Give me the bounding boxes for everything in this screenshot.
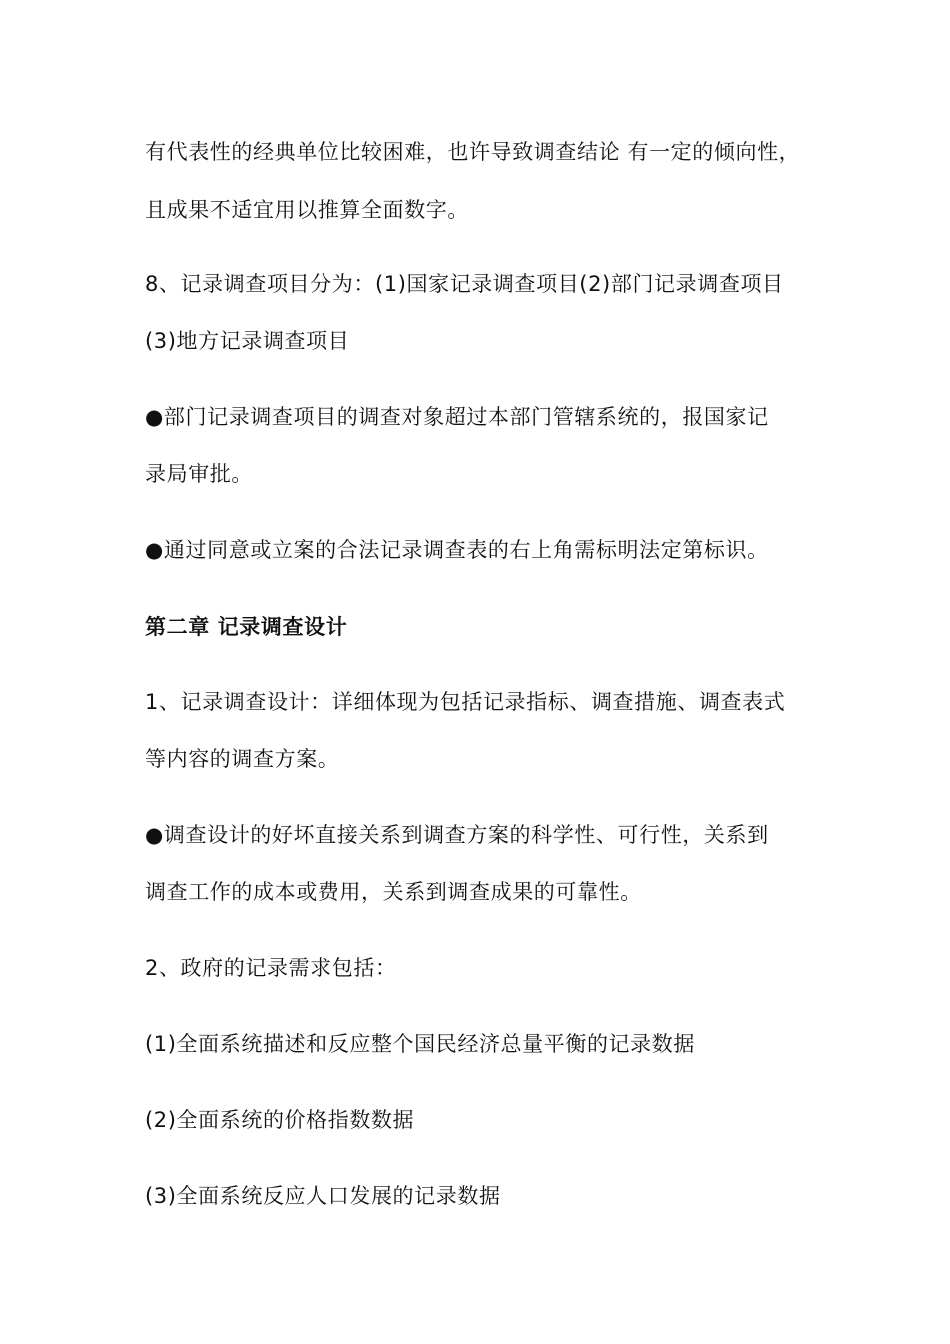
list-item-line: (2)全面系统的价格指数数据 bbox=[145, 1108, 415, 1132]
paragraph-line: 有代表性的经典单位比较困难，也许导致调查结论 有一定的倾向性， bbox=[145, 140, 801, 164]
list-item-line: 等内容的调查方案。 bbox=[145, 747, 340, 771]
bullet-line: ●调查设计的好坏直接关系到调查方案的科学性、可行性，关系到 bbox=[145, 823, 769, 847]
bullet-line: ●通过同意或立案的合法记录调查表的右上角需标明法定第标识。 bbox=[145, 538, 769, 562]
bullet-line: ●部门记录调查项目的调查对象超过本部门管辖系统的，报国家记 bbox=[145, 405, 769, 429]
list-item-line: 1、记录调查设计：详细体现为包括记录指标、调查措施、调查表式 bbox=[145, 690, 786, 714]
list-item-line: (3)地方记录调查项目 bbox=[145, 329, 350, 353]
list-item-line: (3)全面系统反应人口发展的记录数据 bbox=[145, 1184, 501, 1208]
list-item-line: 2、政府的记录需求包括： bbox=[145, 956, 397, 980]
bullet-line: 调查工作的成本或费用，关系到调查成果的可靠性。 bbox=[145, 880, 642, 904]
list-item-line: 8、记录调查项目分为：(1)国家记录调查项目(2)部门记录调查项目 bbox=[145, 272, 784, 296]
list-item-line: (1)全面系统描述和反应整个国民经济总量平衡的记录数据 bbox=[145, 1032, 695, 1056]
paragraph-line: 且成果不适宜用以推算全面数字。 bbox=[145, 198, 469, 222]
chapter-heading: 第二章 记录调查设计 bbox=[145, 615, 348, 639]
bullet-line: 录局审批。 bbox=[145, 462, 253, 486]
